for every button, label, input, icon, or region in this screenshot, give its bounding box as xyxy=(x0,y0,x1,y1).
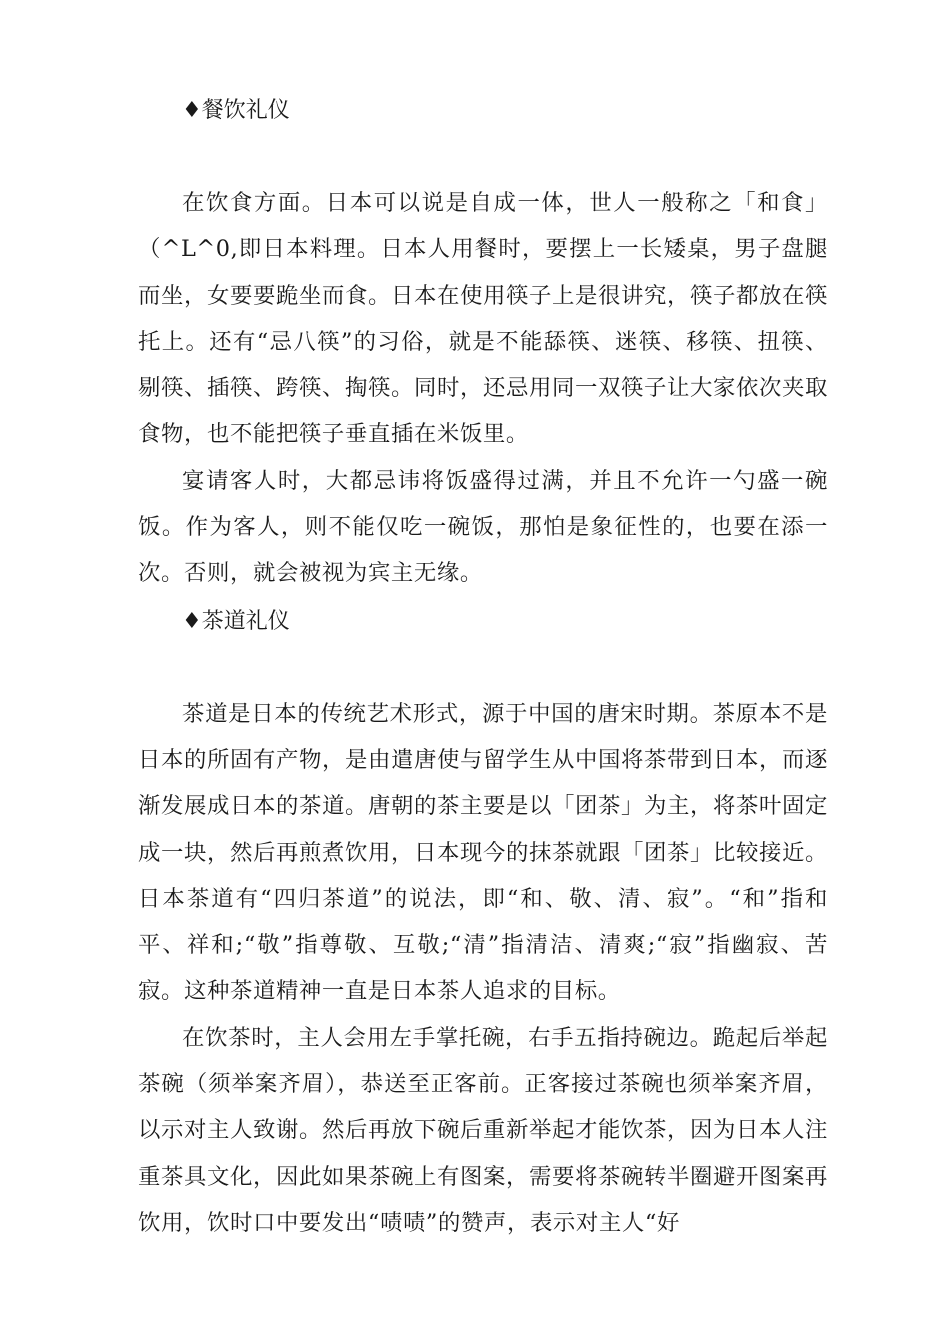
paragraph: 宴请客人时，大都忌讳将饭盛得过满，并且不允许一勺盛一碗饭。作为客人，则不能仅吃一碗饭，那怕是象征性的，也要在添一次。否则，就会被视为宾主无缘。 xyxy=(138,467,828,587)
spacer xyxy=(138,645,828,691)
document-page xyxy=(138,88,828,1246)
paragraph: 在饮茶时，主人会用左手掌托碗，右手五指持碗边。跪起后举起茶碗（须举案齐眉），恭送至正客前。正客接过茶碗也须举案齐眉，以示对主人致谢。然后再放下碗后重新举起才能饮茶，因为日本人注重茶具文化，因此如果茶碗上有图案，需要将茶碗转半圈避开图案再饮用，饮时口中要发出“啧啧”的赞声，表示对主人“好 xyxy=(138,1024,828,1236)
spacer xyxy=(138,134,828,180)
section-dining-etiquette xyxy=(138,88,828,597)
paragraph: 在饮食方面。日本可以说是自成一体，世人一般称之「和食」（^L^0,即日本料理。日本人用餐时，要摆上一长矮桌，男子盘腿而坐，女要要跪坐而食。日本在使用筷子上是很讲究，筷子都放在筷托上。还有“忌八筷”的习俗，就是不能舔筷、迷筷、移筷、扭筷、剔筷、插筷、跨筷、掏筷。同时，还忌用同一双筷子让大家依次夹取食物，也不能把筷子垂直插在米饭里。 xyxy=(138,190,828,448)
section-heading: ♦茶道礼仪 xyxy=(182,608,290,634)
section-tea-ceremony-etiquette xyxy=(138,597,828,1247)
paragraph: 茶道是日本的传统艺术形式，源于中国的唐宋时期。茶原本不是日本的所固有产物，是由遣唐使与留学生从中国将茶带到日本，而逐渐发展成日本的茶道。唐朝的茶主要是以「团茶」为主，将茶叶固定成一块，然后再煎煮饮用，日本现今的抹茶就跟「团茶」比较接近。日本茶道有“四归茶道”的说法，即“和、敬、清、寂”。“和”指和平、祥和;“敬”指尊敬、互敬;“清”指清洁、清爽;“寂”指幽寂、苦寂。这种茶道精神一直是日本茶人追求的目标。 xyxy=(138,700,828,1005)
section-heading: ♦餐饮礼仪 xyxy=(182,98,290,123)
